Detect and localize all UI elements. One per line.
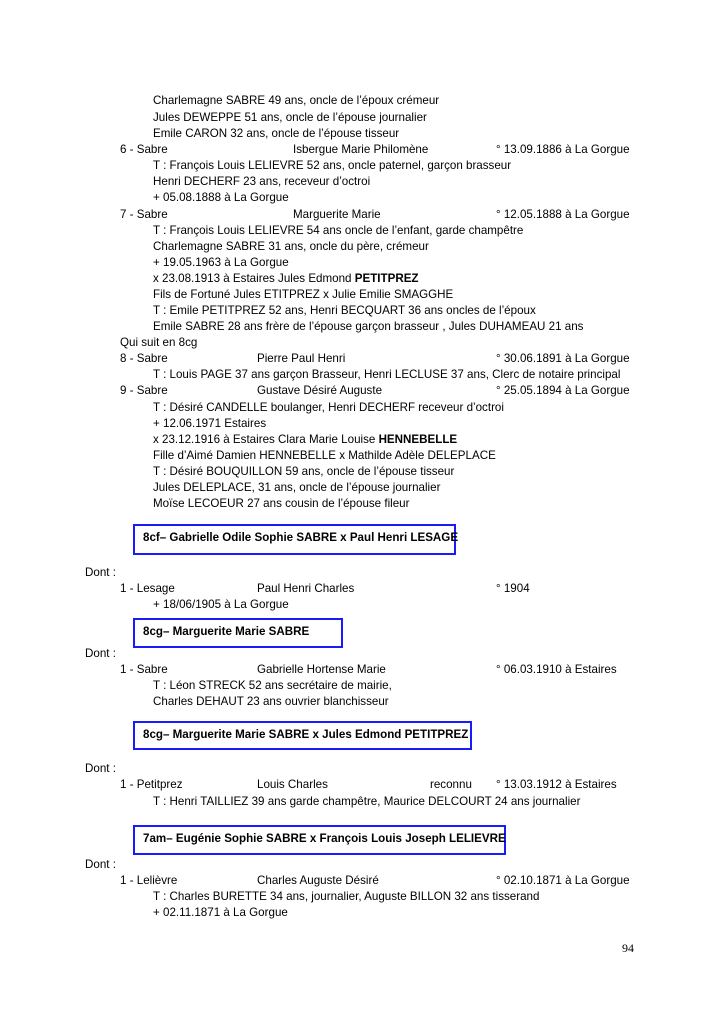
parents-line: Fils de Fortuné Jules ETITPREZ x Julie Emilie SMAGGHE <box>153 288 454 301</box>
witness-line: T : Léon STRECK 52 ans secrétaire de mairie, <box>153 679 392 692</box>
entry-firstnames: Charles Auguste Désiré <box>257 874 379 887</box>
entry-number: 7 - Sabre <box>120 208 168 221</box>
marriage-line: x 23.12.1916 à Estaires Clara Marie Louise HENNEBELLE <box>153 433 458 446</box>
witness-line: Charlemagne SABRE 49 ans, oncle de l’époux crémeur <box>153 94 440 107</box>
entry-firstnames: Pierre Paul Henri <box>257 352 346 365</box>
entry-number: 1 - Sabre <box>120 663 168 676</box>
witness-line: Henri DECHERF 23 ans, receveur d’octroi <box>153 175 371 188</box>
death-line: + 02.11.1871 à La Gorgue <box>153 906 288 919</box>
witness-line: Moïse LECOEUR 27 ans cousin de l’épouse fileur <box>153 497 410 510</box>
witness-line: T : Désiré CANDELLE boulanger, Henri DECHERF receveur d’octroi <box>153 401 504 414</box>
entry-firstnames: Gustave Désiré Auguste <box>257 384 383 397</box>
entry-birth: ° 1904 <box>496 582 530 595</box>
entry-birth: ° 06.03.1910 à Estaires <box>496 663 617 676</box>
entry-birth: ° 30.06.1891 à La Gorgue <box>496 352 630 365</box>
entry-firstnames: Louis Charles <box>257 778 328 791</box>
entry-number: 6 - Sabre <box>120 143 168 156</box>
witness-line: Charles DEHAUT 23 ans ouvrier blanchisseur <box>153 695 389 708</box>
entry-number: 9 - Sabre <box>120 384 168 397</box>
marriage-line: x 23.08.1913 à Estaires Jules Edmond PETITPREZ <box>153 272 419 285</box>
death-line: + 18/06/1905 à La Gorgue <box>153 598 289 611</box>
witness-line: Emile CARON 32 ans, oncle de l’épouse tisseur <box>153 127 400 140</box>
follow-note: Qui suit en 8cg <box>120 336 198 349</box>
parents-line: Fille d’Aimé Damien HENNEBELLE x Mathilde Adèle DELEPLACE <box>153 449 496 462</box>
entry-number: 1 - Lelièvre <box>120 874 178 887</box>
entry-birth: ° 13.09.1886 à La Gorgue <box>496 143 630 156</box>
witness-line: T : Emile PETITPREZ 52 ans, Henri BECQUART 36 ans oncles de l’époux <box>153 304 536 317</box>
entry-firstnames: Paul Henri Charles <box>257 582 355 595</box>
entry-firstnames: Gabrielle Hortense Marie <box>257 663 386 676</box>
death-line: + 05.08.1888 à La Gorgue <box>153 191 289 204</box>
section-heading-box: 7am– Eugénie Sophie SABRE x François Louis Joseph LELIEVRE <box>133 825 506 855</box>
witness-line: T : Henri TAILLIEZ 39 ans garde champêtre, Maurice DELCOURT 24 ans journalier <box>153 795 581 808</box>
entry-number: 1 - Lesage <box>120 582 175 595</box>
entry-birth: ° 13.03.1912 à Estaires <box>496 778 617 791</box>
recognition-note: reconnu <box>430 778 472 791</box>
dont-label: Dont : <box>85 762 116 775</box>
witness-line: T : François Louis LELIEVRE 52 ans, oncle paternel, garçon brasseur <box>153 159 512 172</box>
section-heading-box: 8cg– Marguerite Marie SABRE x Jules Edmond PETITPREZ <box>133 721 472 750</box>
entry-firstnames: Marguerite Marie <box>293 208 381 221</box>
entry-number: 8 - Sabre <box>120 352 168 365</box>
spouse-surname: HENNEBELLE <box>378 433 458 446</box>
section-heading-box: 8cf– Gabrielle Odile Sophie SABRE x Paul Henri LESAGE <box>133 524 456 555</box>
witness-line: Jules DELEPLACE, 31 ans, oncle de l’épouse journalier <box>153 481 441 494</box>
death-line: + 12.06.1971 Estaires <box>153 417 267 430</box>
dont-label: Dont : <box>85 566 116 579</box>
witness-line: Charlemagne SABRE 31 ans, oncle du père, crémeur <box>153 240 429 253</box>
witness-line: Jules DEWEPPE 51 ans, oncle de l’épouse journalier <box>153 111 427 124</box>
entry-firstnames: Isbergue Marie Philomène <box>293 143 429 156</box>
witness-line: T : Charles BURETTE 34 ans, journalier, Auguste BILLON 32 ans tisserand <box>153 890 540 903</box>
witness-line: T : Louis PAGE 37 ans garçon Brasseur, Henri LECLUSE 37 ans, Clerc de notaire principal <box>153 368 621 381</box>
dont-label: Dont : <box>85 647 116 660</box>
dont-label: Dont : <box>85 858 116 871</box>
witness-line: Emile SABRE 28 ans frère de l’épouse garçon brasseur , Jules DUHAMEAU 21 ans <box>153 320 584 333</box>
entry-birth: ° 25.05.1894 à La Gorgue <box>496 384 630 397</box>
spouse-surname: PETITPREZ <box>354 272 419 285</box>
section-heading-box: 8cg– Marguerite Marie SABRE <box>133 618 343 648</box>
entry-birth: ° 12.05.1888 à La Gorgue <box>496 208 630 221</box>
death-line: + 19.05.1963 à La Gorgue <box>153 256 289 269</box>
page-number: 94 <box>622 941 634 955</box>
entry-birth: ° 02.10.1871 à La Gorgue <box>496 874 630 887</box>
witness-line: T : Désiré BOUQUILLON 59 ans, oncle de l’épouse tisseur <box>153 465 455 478</box>
entry-number: 1 - Petitprez <box>120 778 183 791</box>
witness-line: T : François Louis LELIEVRE 54 ans oncle de l’enfant, garde champêtre <box>153 224 524 237</box>
